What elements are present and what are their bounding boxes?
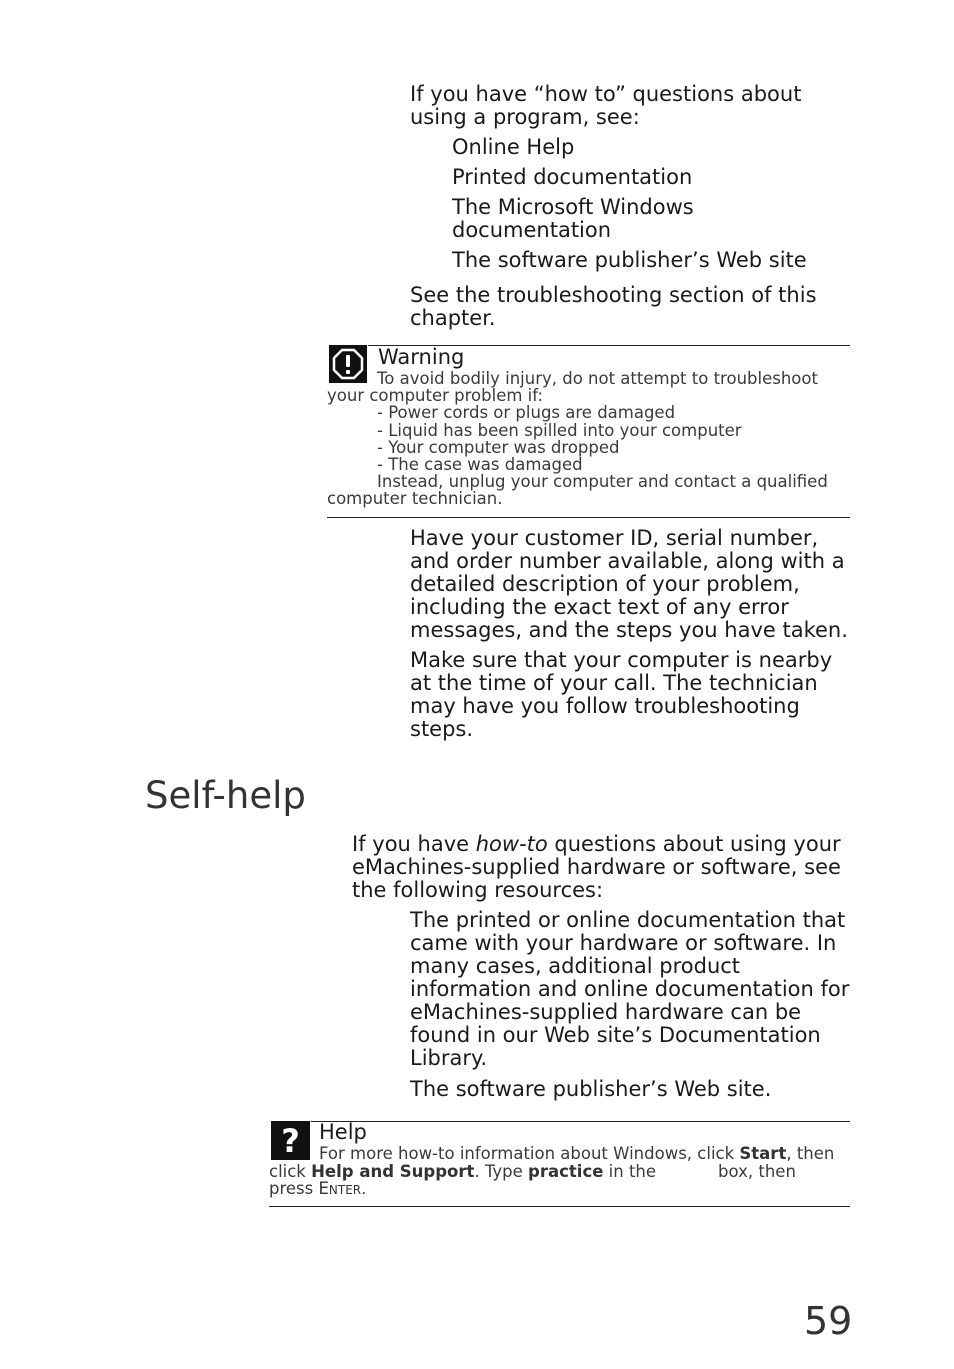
bullet-windows-docs: The Microsoft Windows documentation — [452, 195, 694, 242]
bullet-printed-docs: Printed documentation — [452, 165, 693, 189]
bullet-publisher-site: The software publisher’s Web site — [452, 248, 807, 272]
section-heading-self-help: Self-help — [145, 774, 306, 817]
warning-title: Warning — [378, 345, 465, 369]
self-help-bullet-publisher: The software publisher’s Web site. — [410, 1077, 772, 1101]
bullet-online-help: Online Help — [452, 135, 575, 159]
warning-item-power: - Power cords or plugs are damaged — [377, 403, 676, 422]
how-to-emphasis: how-to — [475, 832, 548, 856]
self-help-intro: If you have how-to questions about using your eMachines-supplied hardware or software, see the following resources: — [352, 832, 841, 902]
page-number: 59 — [804, 1299, 853, 1343]
warning-item-case: - The case was damaged — [377, 455, 583, 474]
help-line-2: click Help and Support. Type practice in the box, then — [269, 1162, 796, 1181]
intro-text: If you have “how to” questions about using a program, see: — [410, 82, 802, 129]
nearby-paragraph: Make sure that your computer is nearby at the time of your call. The technician may have you follow troubleshooting steps. — [410, 648, 833, 741]
warning-intro: To avoid bodily injury, do not attempt to troubleshoot your computer problem if: — [327, 369, 818, 405]
help-line-3: press Enter. — [269, 1179, 367, 1198]
customer-id-paragraph: Have your customer ID, serial number, and order number available, along with a detailed description of your problem, including the exact text of any error messages, and the steps you have taken. — [410, 526, 848, 642]
self-help-bullet-docs: The printed or online documentation that came with your hardware or software. In many cases, additional product information and online documentation for eMachines-supplied hardware can be found in our Web site’s Documentation Library. — [410, 908, 850, 1070]
help-question-icon: ? — [271, 1121, 310, 1160]
warning-item-dropped: - Your computer was dropped — [377, 438, 620, 457]
help-top-rule — [311, 1121, 850, 1122]
help-title: Help — [319, 1120, 367, 1144]
warning-bottom-rule — [327, 517, 850, 518]
practice-label: practice — [528, 1162, 604, 1181]
enter-key-label: Enter — [318, 1179, 362, 1198]
help-and-support-label: Help and Support — [311, 1162, 475, 1181]
help-line-1: For more how-to information about Windows, click Start, then — [319, 1144, 835, 1163]
start-label: Start — [739, 1144, 787, 1163]
troubleshooting-text: See the troubleshooting section of this chapter. — [410, 283, 817, 330]
warning-outro: Instead, unplug your computer and contact a qualified computer technician. — [327, 472, 828, 508]
help-bottom-rule — [269, 1206, 850, 1207]
warning-item-liquid: - Liquid has been spilled into your computer — [377, 421, 742, 440]
